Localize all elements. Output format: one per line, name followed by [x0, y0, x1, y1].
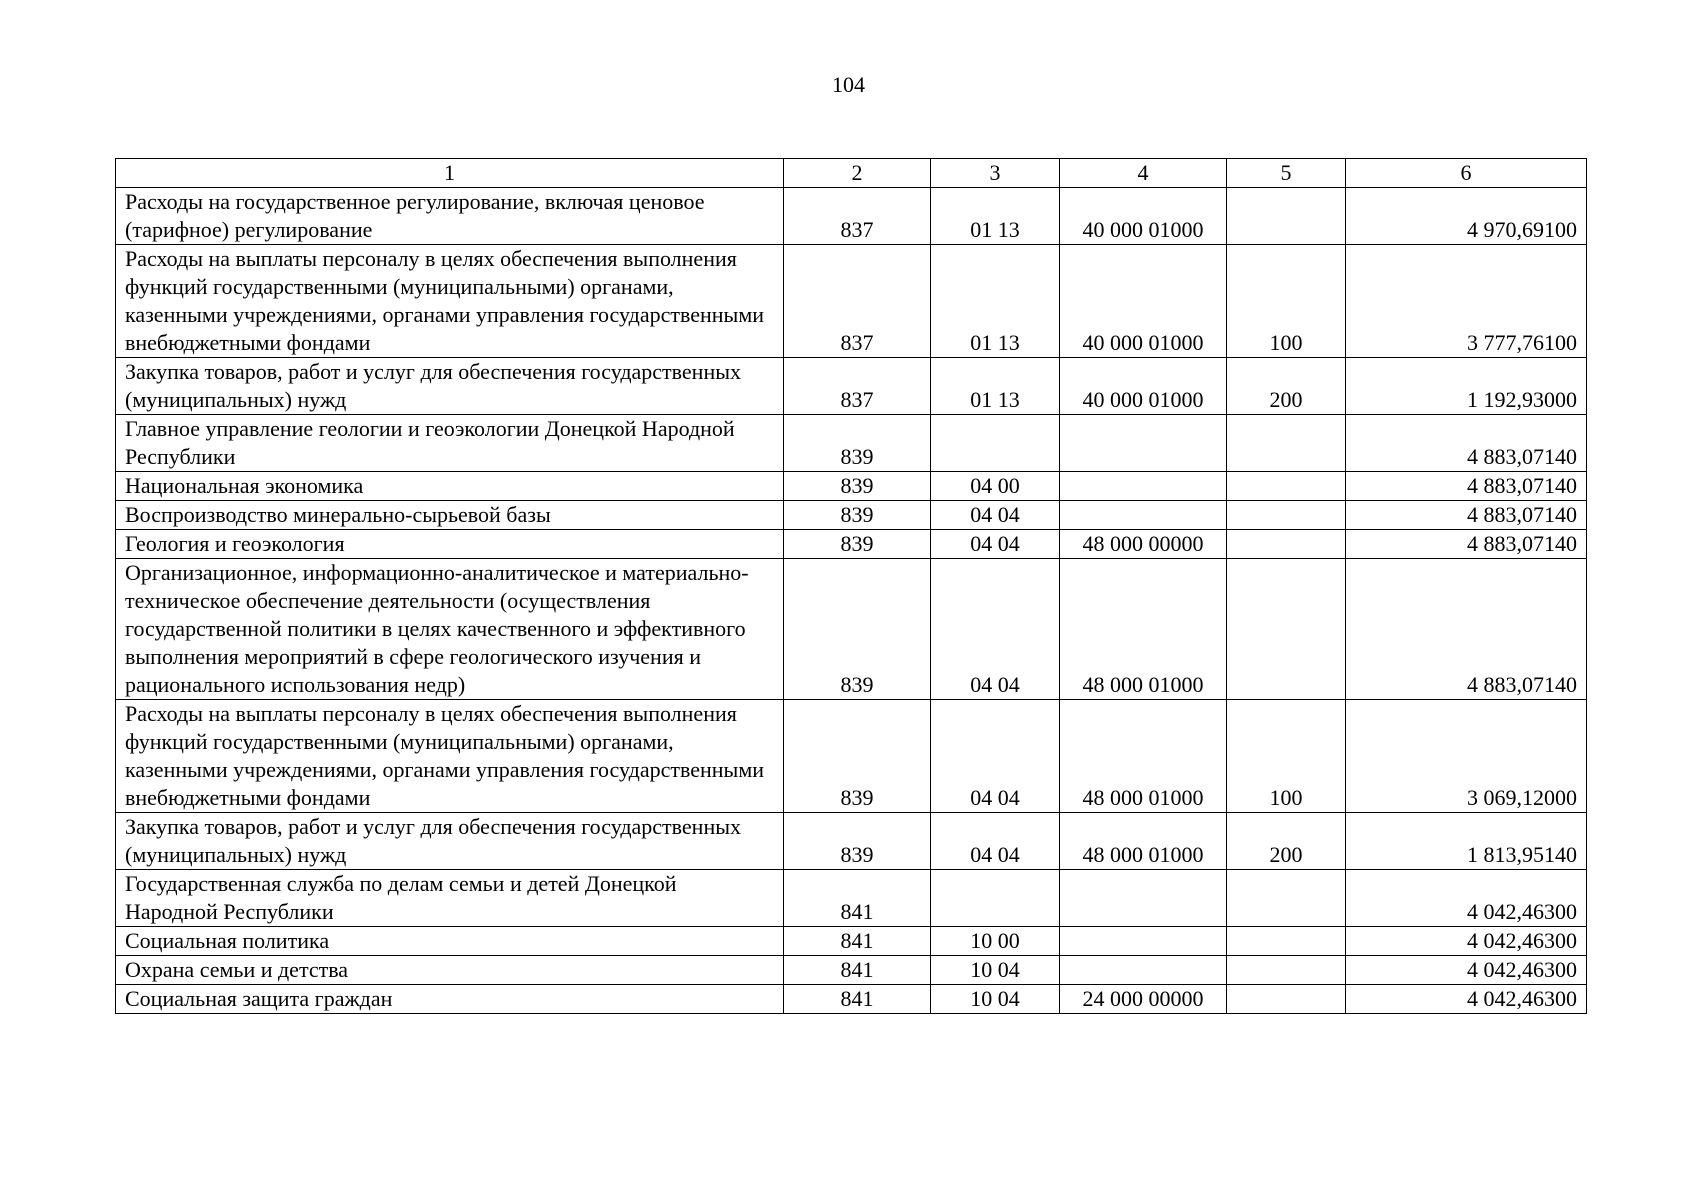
table-row	[116, 985, 1587, 1014]
row-amount-cell: 4 042,46300	[1346, 956, 1587, 985]
row-amount-cell: 3 069,12000	[1346, 700, 1587, 813]
row-name-cell: Расходы на выплаты персоналу в целях обеспечения выполнения функций государственными (муниципальными) органами, казенными учреждениями, органами управления государственными внебюджетными фондами	[116, 245, 784, 358]
row-target-cell	[1060, 870, 1227, 927]
row-section-cell	[931, 870, 1060, 927]
row-code-cell: 839	[784, 501, 931, 530]
row-target-cell: 48 000 01000	[1060, 813, 1227, 870]
row-amount-cell: 4 042,46300	[1346, 870, 1587, 927]
row-type-cell	[1227, 501, 1346, 530]
row-target-cell	[1060, 415, 1227, 472]
row-amount-cell: 4 883,07140	[1346, 530, 1587, 559]
row-name-cell: Закупка товаров, работ и услуг для обеспечения государственных (муниципальных) нужд	[116, 813, 784, 870]
table-body	[116, 188, 1587, 1014]
table-row	[116, 245, 1587, 358]
row-section-cell: 04 04	[931, 559, 1060, 700]
column-header-2: 2	[784, 159, 931, 188]
row-type-cell	[1227, 472, 1346, 501]
row-name-cell: Геология и геоэкология	[116, 530, 784, 559]
row-type-cell	[1227, 559, 1346, 700]
table-row	[116, 870, 1587, 927]
row-target-cell	[1060, 956, 1227, 985]
row-amount-cell: 4 883,07140	[1346, 415, 1587, 472]
row-amount-cell: 4 042,46300	[1346, 985, 1587, 1014]
row-type-cell: 100	[1227, 700, 1346, 813]
row-name-cell: Расходы на выплаты персоналу в целях обеспечения выполнения функций государственными (муниципальными) органами, казенными учреждениями, органами управления государственными внебюджетными фондами	[116, 700, 784, 813]
row-section-cell: 10 00	[931, 927, 1060, 956]
row-name-cell: Социальная защита граждан	[116, 985, 784, 1014]
row-code-cell: 837	[784, 245, 931, 358]
row-type-cell	[1227, 927, 1346, 956]
table-row	[116, 188, 1587, 245]
row-name-cell: Расходы на государственное регулирование, включая ценовое (тарифное) регулирование	[116, 188, 784, 245]
row-code-cell: 841	[784, 927, 931, 956]
row-target-cell: 48 000 01000	[1060, 559, 1227, 700]
row-type-cell: 200	[1227, 813, 1346, 870]
row-section-cell: 10 04	[931, 956, 1060, 985]
row-code-cell: 841	[784, 985, 931, 1014]
row-name-cell: Охрана семьи и детства	[116, 956, 784, 985]
table-row	[116, 813, 1587, 870]
table-row	[116, 415, 1587, 472]
row-name-cell: Национальная экономика	[116, 472, 784, 501]
row-amount-cell: 4 883,07140	[1346, 559, 1587, 700]
row-name-cell: Социальная политика	[116, 927, 784, 956]
column-header-5: 5	[1227, 159, 1346, 188]
row-code-cell: 837	[784, 188, 931, 245]
row-target-cell: 24 000 00000	[1060, 985, 1227, 1014]
row-target-cell: 48 000 00000	[1060, 530, 1227, 559]
row-section-cell: 04 04	[931, 530, 1060, 559]
table-row	[116, 700, 1587, 813]
row-amount-cell: 4 883,07140	[1346, 472, 1587, 501]
row-code-cell: 837	[784, 358, 931, 415]
row-name-cell: Закупка товаров, работ и услуг для обеспечения государственных (муниципальных) нужд	[116, 358, 784, 415]
table-row	[116, 927, 1587, 956]
row-code-cell: 839	[784, 530, 931, 559]
row-amount-cell: 4 970,69100	[1346, 188, 1587, 245]
row-target-cell	[1060, 927, 1227, 956]
row-section-cell: 01 13	[931, 358, 1060, 415]
row-name-cell: Организационное, информационно-аналитическое и материально-техническое обеспечение деятельности (осуществления государственной политики в целях качественного и эффективного выполнения мероприятий в сфере геологического изучения и рационального использования недр)	[116, 559, 784, 700]
table-row	[116, 559, 1587, 700]
row-code-cell: 839	[784, 472, 931, 501]
row-target-cell: 40 000 01000	[1060, 188, 1227, 245]
row-code-cell: 841	[784, 956, 931, 985]
row-amount-cell: 4 883,07140	[1346, 501, 1587, 530]
row-section-cell: 01 13	[931, 188, 1060, 245]
row-code-cell: 839	[784, 700, 931, 813]
column-header-4: 4	[1060, 159, 1227, 188]
row-section-cell: 04 04	[931, 501, 1060, 530]
row-target-cell	[1060, 501, 1227, 530]
row-section-cell: 04 00	[931, 472, 1060, 501]
row-section-cell: 04 04	[931, 700, 1060, 813]
row-type-cell: 200	[1227, 358, 1346, 415]
row-name-cell: Главное управление геологии и геоэкологии Донецкой Народной Республики	[116, 415, 784, 472]
row-code-cell: 839	[784, 415, 931, 472]
row-name-cell: Государственная служба по делам семьи и детей Донецкой Народной Республики	[116, 870, 784, 927]
row-section-cell: 10 04	[931, 985, 1060, 1014]
row-type-cell	[1227, 870, 1346, 927]
row-type-cell	[1227, 188, 1346, 245]
row-type-cell	[1227, 530, 1346, 559]
row-section-cell: 01 13	[931, 245, 1060, 358]
row-amount-cell: 4 042,46300	[1346, 927, 1587, 956]
row-code-cell: 839	[784, 813, 931, 870]
row-code-cell: 839	[784, 559, 931, 700]
row-amount-cell: 1 813,95140	[1346, 813, 1587, 870]
row-target-cell	[1060, 472, 1227, 501]
budget-table	[115, 158, 1587, 1014]
column-header-1: 1	[116, 159, 784, 188]
row-name-cell: Воспроизводство минерально-сырьевой базы	[116, 501, 784, 530]
row-section-cell	[931, 415, 1060, 472]
page-number: 104	[832, 72, 865, 97]
row-type-cell	[1227, 985, 1346, 1014]
table-row	[116, 501, 1587, 530]
row-code-cell: 841	[784, 870, 931, 927]
row-type-cell	[1227, 956, 1346, 985]
table-row	[116, 956, 1587, 985]
table-row	[116, 358, 1587, 415]
table-header-row	[116, 159, 1587, 188]
row-type-cell	[1227, 415, 1346, 472]
column-header-6: 6	[1346, 159, 1587, 188]
row-amount-cell: 3 777,76100	[1346, 245, 1587, 358]
row-section-cell: 04 04	[931, 813, 1060, 870]
table-row	[116, 530, 1587, 559]
row-target-cell: 40 000 01000	[1060, 358, 1227, 415]
column-header-3: 3	[931, 159, 1060, 188]
row-target-cell: 40 000 01000	[1060, 245, 1227, 358]
row-amount-cell: 1 192,93000	[1346, 358, 1587, 415]
row-type-cell: 100	[1227, 245, 1346, 358]
table-row	[116, 472, 1587, 501]
row-target-cell: 48 000 01000	[1060, 700, 1227, 813]
